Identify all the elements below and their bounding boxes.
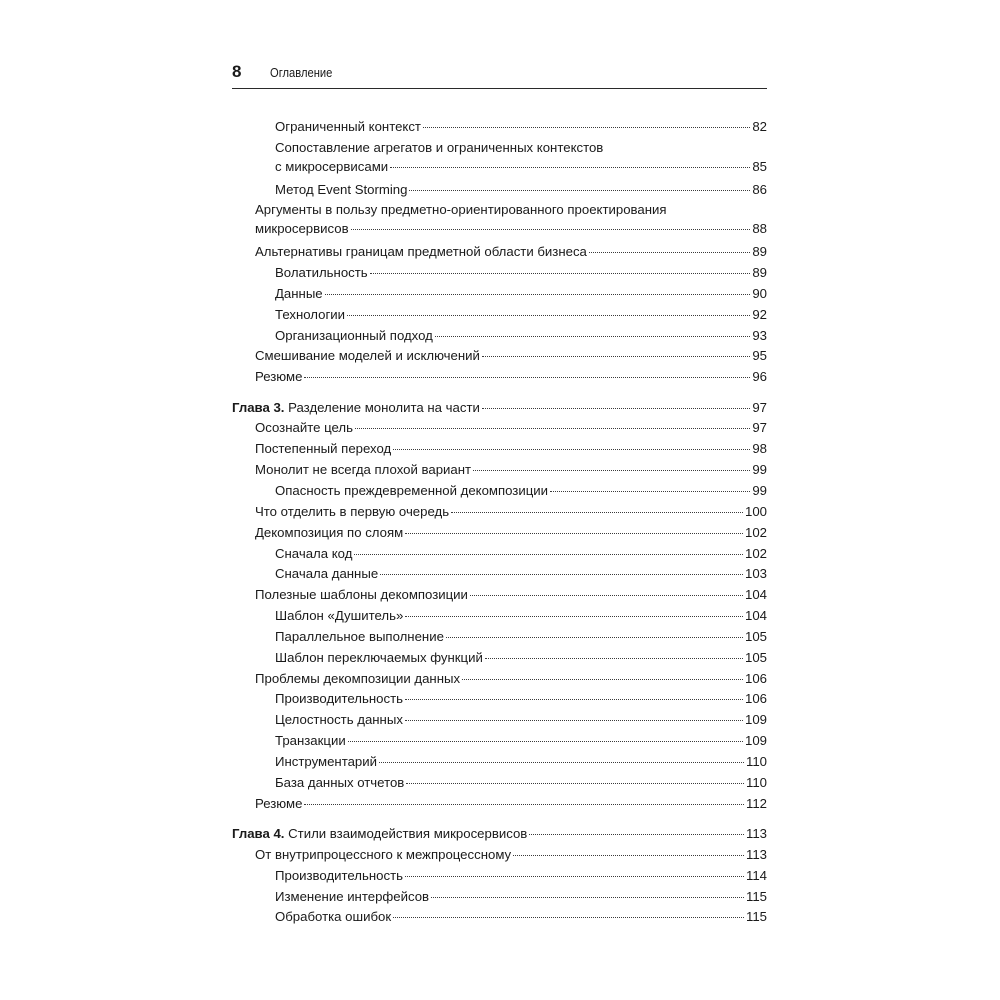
dot-leader bbox=[529, 834, 744, 835]
toc-page-number: 106 bbox=[744, 670, 767, 686]
toc-entry-title-line1: Аргументы в пользу предметно-ориентированного проектирования bbox=[255, 202, 667, 218]
toc-entry-text: Данные bbox=[275, 285, 323, 301]
dot-leader bbox=[550, 491, 750, 492]
dot-leader bbox=[348, 741, 743, 742]
dot-leader bbox=[351, 229, 751, 230]
toc-entry bbox=[232, 200, 767, 242]
toc-entry-title bbox=[232, 398, 480, 418]
toc-entry bbox=[232, 346, 767, 367]
toc-entry-text: Полезные шаблоны декомпозиции bbox=[255, 587, 468, 603]
toc-entry-text: Что отделить в первую очередь bbox=[255, 503, 450, 519]
dot-leader bbox=[405, 720, 743, 721]
chapter-label: Глава 4. bbox=[232, 826, 285, 842]
dot-leader bbox=[380, 574, 743, 575]
toc-entry-title bbox=[275, 117, 421, 137]
toc-entry bbox=[232, 689, 767, 710]
toc-entry-title bbox=[255, 219, 349, 239]
toc-entry-text: Смешивание моделей и исключений bbox=[255, 348, 480, 364]
toc-entry bbox=[232, 585, 767, 606]
toc-entry-title bbox=[275, 263, 368, 283]
dot-leader bbox=[405, 699, 743, 700]
toc-entry bbox=[232, 242, 767, 263]
toc-entry-title bbox=[275, 731, 346, 751]
toc-entry-text: Инструментарий bbox=[275, 754, 378, 769]
toc-page-number: 106 bbox=[744, 691, 767, 707]
toc-entry bbox=[232, 138, 767, 180]
toc-entry-title bbox=[275, 689, 403, 709]
dot-leader bbox=[423, 127, 750, 128]
toc-entry-title bbox=[275, 481, 548, 501]
toc-entry-text: Разделение монолита на части bbox=[288, 399, 480, 415]
toc-entry-text: с микросервисами bbox=[275, 158, 389, 174]
dot-leader bbox=[435, 336, 750, 337]
toc-page-number: 90 bbox=[752, 285, 767, 301]
toc-page-number: 105 bbox=[744, 628, 767, 644]
toc-page-number: 104 bbox=[744, 608, 767, 624]
toc-page-number: 115 bbox=[745, 888, 767, 904]
toc-entry-text: Монолит не всегда плохой вариант bbox=[255, 462, 472, 478]
toc-entry-text: Производительность bbox=[275, 867, 403, 883]
running-title: Оглавление bbox=[270, 65, 333, 80]
dot-leader bbox=[446, 637, 743, 638]
toc-entry-title bbox=[275, 648, 483, 668]
toc-entry-title bbox=[255, 585, 468, 605]
chapter-label: Глава 3. bbox=[232, 399, 285, 415]
toc-entry-text: Постепенный переход bbox=[255, 441, 392, 457]
toc-entry-title bbox=[275, 544, 352, 564]
toc-page-number: 115 bbox=[745, 909, 767, 925]
toc-page-number: 100 bbox=[744, 503, 767, 519]
dot-leader bbox=[304, 804, 744, 805]
toc-entry-title bbox=[275, 284, 323, 304]
toc-entry-text: Резюме bbox=[255, 369, 303, 385]
toc-entry-text: Проблемы декомпозиции данных bbox=[255, 670, 461, 686]
toc-page-number: 88 bbox=[752, 221, 767, 237]
toc-entry-text: Организационный подход bbox=[275, 327, 433, 343]
toc-entry-text: Волатильность bbox=[275, 264, 368, 280]
toc-entry-text: Изменение интерфейсов bbox=[275, 888, 430, 904]
toc-entry-text: Шаблон переключаемых функций bbox=[275, 649, 483, 665]
toc-entry-text: Альтернативы границам предметной области бизнеса bbox=[255, 244, 587, 260]
toc-entry-text: Ограниченный контекст bbox=[275, 119, 421, 134]
toc-entry bbox=[232, 845, 767, 866]
dot-leader bbox=[393, 449, 750, 450]
dot-leader bbox=[347, 315, 750, 316]
toc-entry bbox=[232, 648, 767, 669]
toc-entry bbox=[232, 117, 767, 138]
toc-entry-title bbox=[255, 418, 353, 438]
toc-chapter-entry bbox=[232, 824, 767, 845]
toc-entry-title bbox=[255, 242, 587, 262]
toc-entry-text: Шаблон «Душитель» bbox=[275, 608, 404, 624]
toc-entry-title bbox=[275, 752, 377, 772]
toc-page-number: 103 bbox=[744, 566, 767, 582]
toc-entry-text: Декомпозиция по слоям bbox=[255, 524, 404, 540]
toc-entry-text: От внутрипроцессного к межпроцессному bbox=[255, 846, 512, 862]
toc-entry bbox=[232, 367, 767, 388]
toc-entry-title bbox=[255, 460, 471, 480]
toc-entry bbox=[232, 180, 767, 201]
toc-page-number: 109 bbox=[744, 733, 767, 749]
toc-entry bbox=[232, 669, 767, 690]
toc-entry-title-line1: Сопоставление агрегатов и ограниченных контекстов bbox=[275, 139, 604, 155]
toc-entry-title bbox=[275, 180, 407, 200]
toc-entry-title bbox=[275, 887, 429, 907]
dot-leader bbox=[473, 470, 750, 471]
toc-page-number: 97 bbox=[752, 420, 767, 436]
toc-entry-text: Метод Event Storming bbox=[275, 181, 408, 197]
toc-entry-text: Осознайте цель bbox=[255, 420, 353, 436]
toc-entry-title bbox=[275, 326, 433, 346]
toc-entry-title bbox=[275, 773, 404, 793]
toc-entry-title bbox=[275, 564, 378, 584]
toc-entry bbox=[232, 263, 767, 284]
toc-page-number: 110 bbox=[745, 754, 767, 769]
toc-entry bbox=[232, 439, 767, 460]
toc-entry bbox=[232, 502, 767, 523]
toc-page-number: 104 bbox=[744, 587, 767, 603]
toc-page-number: 102 bbox=[744, 524, 767, 540]
toc-page-number: 86 bbox=[752, 181, 767, 197]
toc-page-number: 93 bbox=[752, 327, 767, 343]
toc-entry-text: База данных отчетов bbox=[275, 774, 405, 790]
dot-leader bbox=[379, 762, 744, 763]
toc-page-number: 96 bbox=[752, 369, 767, 385]
toc-page-number: 99 bbox=[752, 482, 767, 498]
toc-entry-title bbox=[255, 845, 511, 865]
toc-entry bbox=[232, 544, 767, 565]
toc-page-number: 92 bbox=[752, 306, 767, 322]
toc-page-number: 109 bbox=[744, 712, 767, 728]
dot-leader bbox=[405, 533, 743, 534]
toc-page-number: 114 bbox=[745, 867, 767, 883]
toc-page-number: 99 bbox=[752, 462, 767, 478]
toc-entry bbox=[232, 564, 767, 585]
toc-entry-title bbox=[255, 794, 302, 814]
toc-page-number: 102 bbox=[744, 545, 767, 561]
toc-entry-title bbox=[275, 710, 403, 730]
dot-leader bbox=[431, 897, 744, 898]
toc-entry-text: Сначала код bbox=[275, 545, 353, 561]
dot-leader bbox=[409, 190, 750, 191]
toc-entry bbox=[232, 794, 767, 815]
dot-leader bbox=[355, 428, 750, 429]
toc-chapter-entry bbox=[232, 398, 767, 419]
toc-page-number: 89 bbox=[752, 244, 767, 260]
toc-entry-title bbox=[275, 866, 403, 886]
toc-entry-text: Транзакции bbox=[275, 733, 346, 749]
toc-page-number: 112 bbox=[745, 795, 767, 811]
toc-entry-title bbox=[255, 669, 460, 689]
toc-page-number: 105 bbox=[744, 649, 767, 665]
dot-leader bbox=[485, 658, 743, 659]
toc-entry-text: Обработка ошибок bbox=[275, 909, 392, 925]
toc-page-number: 113 bbox=[745, 826, 767, 842]
toc-entry bbox=[232, 710, 767, 731]
dot-leader bbox=[354, 554, 743, 555]
toc-entry bbox=[232, 773, 767, 794]
toc-entry bbox=[232, 606, 767, 627]
toc-entry-text: микросервисов bbox=[255, 221, 349, 237]
toc-entry-text: Стили взаимодействия микросервисов bbox=[288, 826, 528, 842]
dot-leader bbox=[470, 595, 743, 596]
dot-leader bbox=[405, 616, 743, 617]
dot-leader bbox=[325, 294, 751, 295]
toc-entry bbox=[232, 627, 767, 648]
toc-entry-title bbox=[255, 367, 302, 387]
dot-leader bbox=[370, 273, 751, 274]
toc-entry-title bbox=[255, 523, 403, 543]
toc-page-number: 113 bbox=[745, 846, 767, 862]
page-header bbox=[232, 62, 767, 89]
dot-leader bbox=[589, 252, 750, 253]
toc-entry bbox=[232, 752, 767, 773]
dot-leader bbox=[482, 408, 750, 409]
toc-entry-text: Резюме bbox=[255, 795, 303, 811]
toc-entry-text: Технологии bbox=[275, 306, 345, 322]
toc-entry-title bbox=[255, 439, 391, 459]
toc-entry-text: Сначала данные bbox=[275, 566, 379, 582]
toc-entry-text: Целостность данных bbox=[275, 712, 403, 728]
toc-entry-text: Производительность bbox=[275, 691, 403, 707]
dot-leader bbox=[482, 356, 750, 357]
toc-entry-title bbox=[275, 157, 388, 177]
toc-page-number: 89 bbox=[752, 264, 767, 280]
dot-leader bbox=[406, 783, 744, 784]
dot-leader bbox=[304, 377, 750, 378]
toc-page-number: 95 bbox=[752, 348, 767, 364]
toc-entry bbox=[232, 460, 767, 481]
toc-entry bbox=[232, 481, 767, 502]
toc-entry-title bbox=[232, 824, 527, 844]
dot-leader bbox=[513, 855, 744, 856]
toc-entry-title bbox=[275, 907, 391, 927]
toc-entry bbox=[232, 326, 767, 347]
toc-entry bbox=[232, 523, 767, 544]
toc-page-number: 85 bbox=[752, 158, 767, 174]
dot-leader bbox=[451, 512, 743, 513]
dot-leader bbox=[462, 679, 743, 680]
toc-page-number: 110 bbox=[745, 774, 767, 790]
dot-leader bbox=[393, 917, 744, 918]
toc-page-number: 98 bbox=[752, 441, 767, 457]
toc-entry bbox=[232, 866, 767, 887]
page-number: 8 bbox=[232, 62, 242, 81]
toc-entry bbox=[232, 887, 767, 908]
toc-entry-title bbox=[275, 606, 403, 626]
toc-entry bbox=[232, 418, 767, 439]
toc-entry bbox=[232, 284, 767, 305]
toc-entry-title bbox=[255, 502, 449, 522]
toc-entry bbox=[232, 907, 767, 928]
toc-entry-text: Опасность преждевременной декомпозиции bbox=[275, 482, 549, 498]
dot-leader bbox=[390, 167, 750, 168]
toc-page-number: 82 bbox=[752, 119, 767, 134]
toc-entry bbox=[232, 305, 767, 326]
toc-entry-title bbox=[255, 346, 480, 366]
toc-entry-title bbox=[275, 305, 345, 325]
toc-page-number: 97 bbox=[752, 399, 767, 415]
toc-entry-text: Параллельное выполнение bbox=[275, 628, 444, 644]
toc-entry-title bbox=[275, 627, 444, 647]
toc-entry bbox=[232, 731, 767, 752]
dot-leader bbox=[405, 876, 744, 877]
